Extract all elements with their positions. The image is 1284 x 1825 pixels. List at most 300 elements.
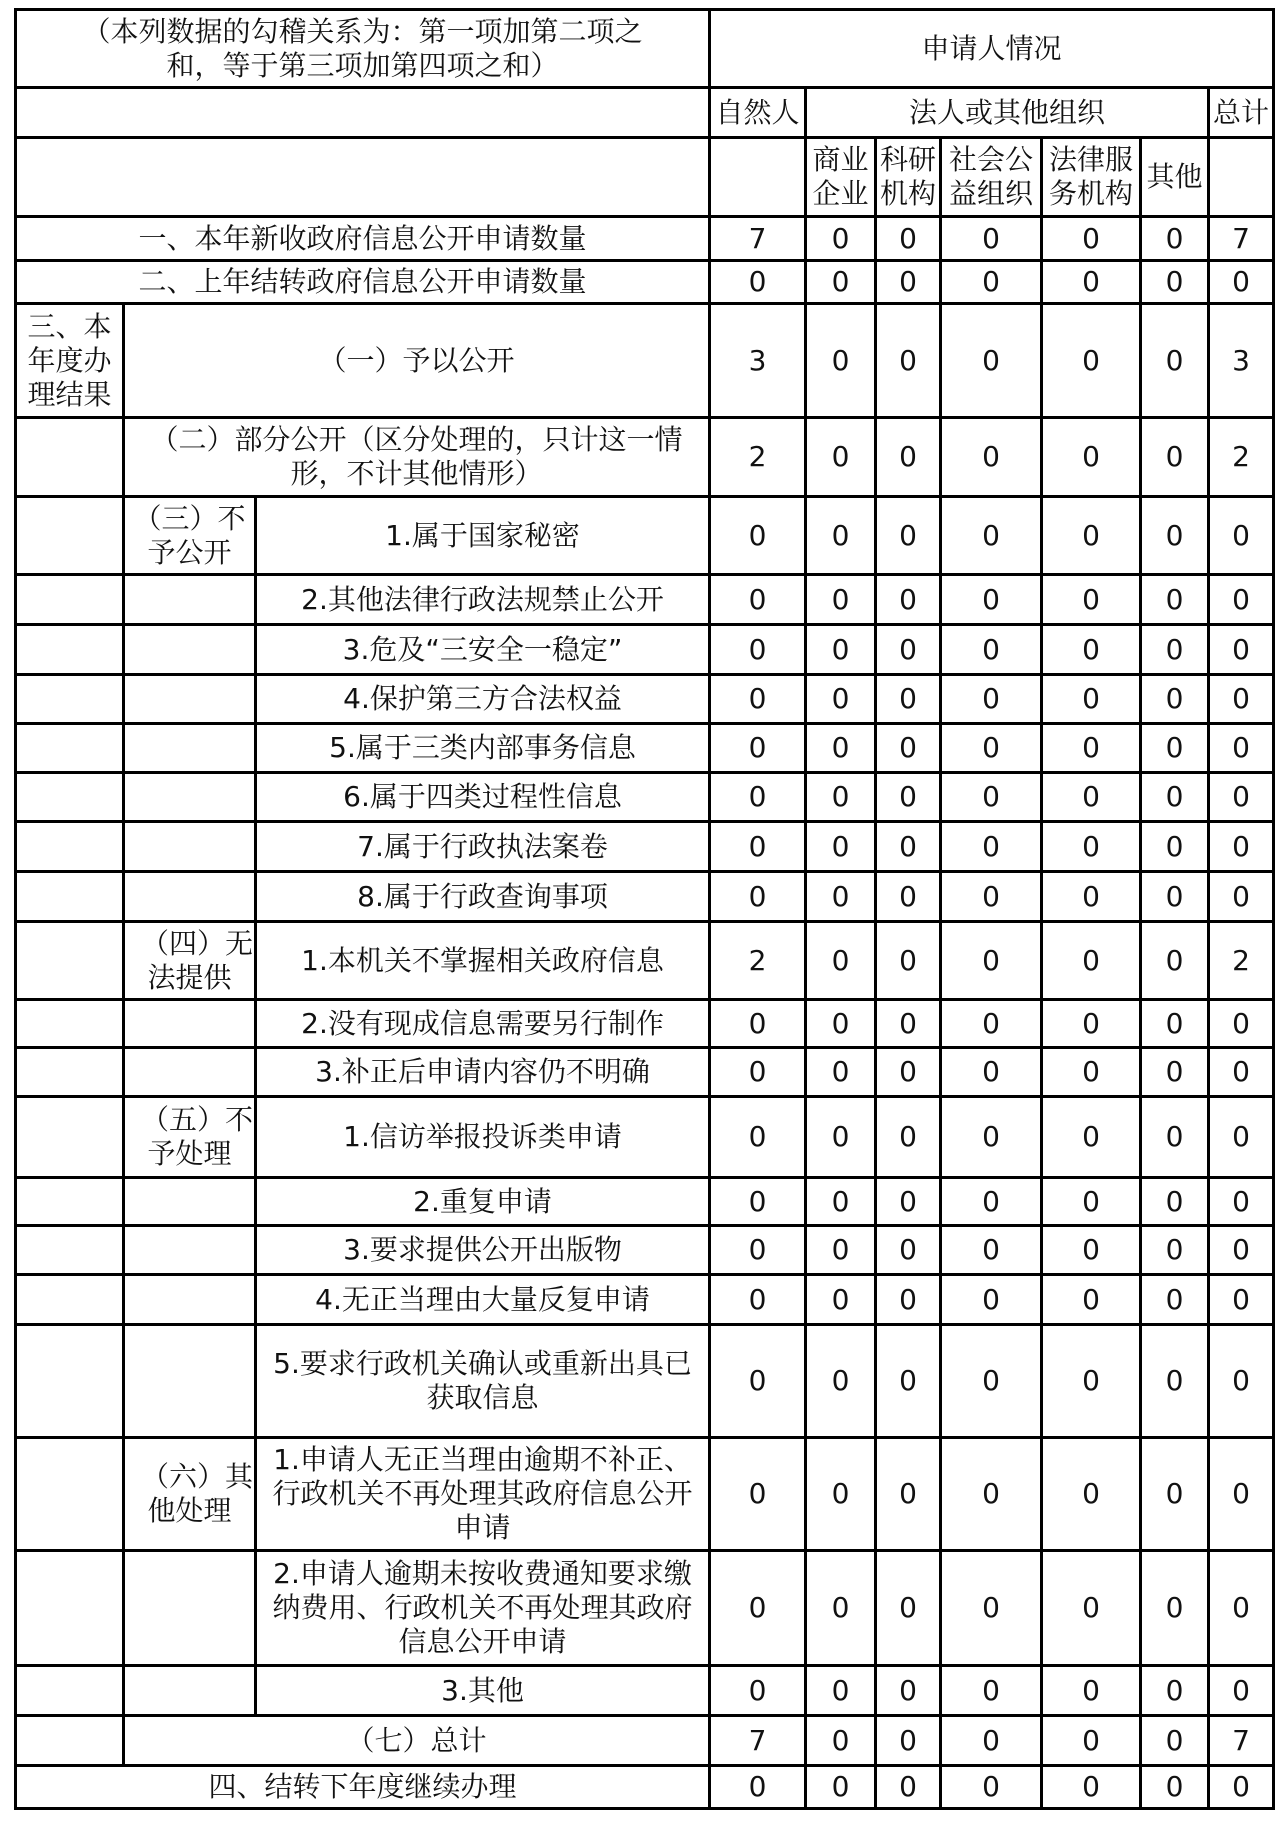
other-header (1141, 138, 1209, 217)
cell-total: 0 (1209, 1325, 1274, 1438)
header-row-1 (16, 10, 1274, 88)
empty-cell (16, 1226, 124, 1275)
cell-total: 0 (1209, 1766, 1274, 1809)
cell-natural-person: 0 (710, 675, 806, 724)
cell-total: 0 (1209, 261, 1274, 304)
label-line: （二）部分公开（区分处理的，只计这一情 (150, 423, 683, 456)
category-line: 法提供 (147, 960, 232, 994)
cell-research-institution: 0 (876, 922, 941, 1000)
cell-legal-service-org: 0 (1042, 1048, 1141, 1097)
cell-legal-service-org: 0 (1042, 1000, 1141, 1048)
cell-legal-service-org: 0 (1042, 1226, 1141, 1275)
table-row (16, 1000, 1274, 1048)
empty-cell (124, 675, 256, 724)
cell-social-welfare-org: 0 (941, 304, 1042, 418)
cell-research-institution: 0 (876, 1226, 941, 1275)
table-row (16, 922, 1274, 1000)
cell-commercial-enterprise: 0 (806, 497, 876, 575)
item-label: 1.信访举报投诉类申请 (256, 1097, 710, 1178)
category-label (124, 922, 256, 1000)
cell-research-institution: 0 (876, 724, 941, 773)
empty-cell (16, 922, 124, 1000)
cell-total: 7 (1209, 1716, 1274, 1766)
item-line: 5.要求行政机关确认或重新出具已 (273, 1347, 692, 1380)
cell-legal-service-org: 0 (1042, 675, 1141, 724)
empty-cell (124, 1226, 256, 1275)
cell-other: 0 (1141, 773, 1209, 822)
cell-commercial-enterprise: 0 (806, 1766, 876, 1809)
cell-natural-person: 0 (710, 1666, 806, 1716)
category-label (124, 1438, 256, 1551)
cell-other: 0 (1141, 822, 1209, 872)
table-row (16, 724, 1274, 773)
header-line: 务机构 (1048, 177, 1133, 210)
empty-cell (124, 773, 256, 822)
cell-commercial-enterprise: 0 (806, 1438, 876, 1551)
cell-natural-person: 0 (710, 1551, 806, 1666)
cell-total: 0 (1209, 1551, 1274, 1666)
category-line: 他处理 (147, 1494, 232, 1527)
cell-research-institution: 0 (876, 1097, 941, 1178)
cell-natural-person: 0 (710, 497, 806, 575)
cell-natural-person: 0 (710, 872, 806, 922)
cell-legal-service-org: 0 (1042, 822, 1141, 872)
empty-cell (16, 675, 124, 724)
table-row (16, 773, 1274, 822)
cell-natural-person: 0 (710, 1275, 806, 1325)
cell-legal-service-org: 0 (1042, 1666, 1141, 1716)
cell-social-welfare-org: 0 (941, 625, 1042, 675)
cell-legal-service-org: 0 (1042, 304, 1141, 418)
empty-cell (16, 88, 710, 138)
cell-commercial-enterprise: 0 (806, 922, 876, 1000)
table-row (16, 1226, 1274, 1275)
cell-legal-service-org: 0 (1042, 1275, 1141, 1325)
cell-commercial-enterprise: 0 (806, 773, 876, 822)
section-line: 年度办 (27, 343, 112, 377)
item-line: 纳费用、行政机关不再处理其政府 (272, 1591, 693, 1624)
cell-natural-person: 7 (710, 217, 806, 261)
cell-research-institution: 0 (876, 418, 941, 497)
empty-cell (16, 1716, 124, 1766)
item-label: 3.其他 (256, 1666, 710, 1716)
category-line: （五）不 (140, 1103, 253, 1136)
empty-cell (710, 138, 806, 217)
cell-other: 0 (1141, 1097, 1209, 1178)
item-label: 4.无正当理由大量反复申请 (256, 1275, 710, 1325)
empty-cell (16, 872, 124, 922)
cell-other: 0 (1141, 418, 1209, 497)
cell-commercial-enterprise: 0 (806, 1000, 876, 1048)
cell-commercial-enterprise: 0 (806, 1048, 876, 1097)
cell-total: 0 (1209, 1000, 1274, 1048)
cell-social-welfare-org: 0 (941, 1000, 1042, 1048)
cell-legal-service-org: 0 (1042, 773, 1141, 822)
cell-other: 0 (1141, 1325, 1209, 1438)
cell-research-institution: 0 (876, 304, 941, 418)
empty-cell (16, 1666, 124, 1716)
cell-other: 0 (1141, 1666, 1209, 1716)
cell-social-welfare-org: 0 (941, 497, 1042, 575)
cell-social-welfare-org: 0 (941, 872, 1042, 922)
header-line: 企业 (812, 177, 869, 210)
empty-cell (16, 418, 124, 497)
item-label (256, 1325, 710, 1438)
cell-other: 0 (1141, 675, 1209, 724)
table-row (16, 1325, 1274, 1438)
cell-natural-person: 0 (710, 1097, 806, 1178)
table-row (16, 625, 1274, 675)
item-line: 申请 (454, 1511, 511, 1544)
empty-cell (124, 625, 256, 675)
item-label: 3.要求提供公开出版物 (256, 1226, 710, 1275)
row-label: 四、结转下年度继续办理 (16, 1766, 710, 1809)
social-welfare-org-header (941, 138, 1042, 217)
cell-total: 0 (1209, 1666, 1274, 1716)
item-line: 1.申请人无正当理由逾期不补正、 (273, 1443, 692, 1476)
empty-cell (16, 625, 124, 675)
empty-cell (124, 1551, 256, 1666)
cell-other: 0 (1141, 724, 1209, 773)
table-row (16, 1178, 1274, 1226)
item-label: 3.补正后申请内容仍不明确 (256, 1048, 710, 1097)
header-line: 其他 (1146, 160, 1203, 193)
cell-social-welfare-org: 0 (941, 1048, 1042, 1097)
cell-natural-person: 0 (710, 773, 806, 822)
item-line: 获取信息 (426, 1381, 539, 1414)
cell-commercial-enterprise: 0 (806, 261, 876, 304)
cell-legal-service-org: 0 (1042, 1097, 1141, 1178)
header-row-2 (16, 88, 1274, 138)
cell-other: 0 (1141, 1275, 1209, 1325)
empty-cell (1209, 138, 1274, 217)
category-line: 予公开 (147, 535, 232, 569)
table-row (16, 1766, 1274, 1809)
empty-cell (124, 724, 256, 773)
item-label: 2.其他法律行政法规禁止公开 (256, 575, 710, 625)
cell-social-welfare-org: 0 (941, 675, 1042, 724)
cell-social-welfare-org: 0 (941, 1766, 1042, 1809)
cell-legal-service-org: 0 (1042, 1438, 1141, 1551)
item-label: 1.本机关不掌握相关政府信息 (256, 922, 710, 1000)
cell-other: 0 (1141, 1178, 1209, 1226)
cell-social-welfare-org: 0 (941, 575, 1042, 625)
cell-commercial-enterprise: 0 (806, 1551, 876, 1666)
category-line: （三）不 (133, 501, 246, 535)
empty-cell (124, 575, 256, 625)
table-row (16, 575, 1274, 625)
cell-total: 0 (1209, 497, 1274, 575)
cell-research-institution: 0 (876, 1048, 941, 1097)
empty-cell (16, 1438, 124, 1551)
legal-service-org-header (1042, 138, 1141, 217)
table-row (16, 497, 1274, 575)
cell-natural-person: 0 (710, 724, 806, 773)
cell-commercial-enterprise: 0 (806, 575, 876, 625)
cell-legal-service-org: 0 (1042, 1716, 1141, 1766)
cell-other: 0 (1141, 1226, 1209, 1275)
cell-research-institution: 0 (876, 625, 941, 675)
row-label: 一、本年新收政府信息公开申请数量 (16, 217, 710, 261)
row-label: 二、上年结转政府信息公开申请数量 (16, 261, 710, 304)
cell-legal-service-org: 0 (1042, 575, 1141, 625)
cell-research-institution: 0 (876, 1766, 941, 1809)
cell-natural-person: 7 (710, 1716, 806, 1766)
natural-person-header: 自然人 (710, 88, 806, 138)
cell-other: 0 (1141, 922, 1209, 1000)
cell-commercial-enterprise: 0 (806, 1097, 876, 1178)
cell-commercial-enterprise: 0 (806, 724, 876, 773)
cell-research-institution: 0 (876, 1325, 941, 1438)
table-row (16, 1275, 1274, 1325)
item-line: 行政机关不再处理其政府信息公开 (272, 1477, 693, 1510)
cell-research-institution: 0 (876, 675, 941, 724)
cell-legal-service-org: 0 (1042, 261, 1141, 304)
cell-total: 0 (1209, 1438, 1274, 1551)
table-row (16, 675, 1274, 724)
cell-research-institution: 0 (876, 1666, 941, 1716)
empty-cell (16, 822, 124, 872)
cell-natural-person: 0 (710, 1226, 806, 1275)
table-row (16, 1097, 1274, 1178)
cell-total: 0 (1209, 822, 1274, 872)
empty-cell (16, 1178, 124, 1226)
table-row (16, 304, 1274, 418)
cell-legal-service-org: 0 (1042, 922, 1141, 1000)
cell-social-welfare-org: 0 (941, 922, 1042, 1000)
cell-commercial-enterprise: 0 (806, 822, 876, 872)
cell-legal-service-org: 0 (1042, 217, 1141, 261)
item-label: 6.属于四类过程性信息 (256, 773, 710, 822)
item-label (256, 1438, 710, 1551)
section-line: 三、本 (27, 309, 112, 343)
cell-commercial-enterprise: 0 (806, 625, 876, 675)
cell-commercial-enterprise: 0 (806, 872, 876, 922)
category-line: （六）其 (140, 1460, 253, 1493)
table-row (16, 1048, 1274, 1097)
header-row-3 (16, 138, 1274, 217)
empty-cell (16, 1275, 124, 1325)
cell-total: 0 (1209, 675, 1274, 724)
empty-cell (16, 1551, 124, 1666)
cell-social-welfare-org: 0 (941, 217, 1042, 261)
item-label: 7.属于行政执法案卷 (256, 822, 710, 872)
empty-cell (124, 1275, 256, 1325)
table-row (16, 1666, 1274, 1716)
cell-research-institution: 0 (876, 1000, 941, 1048)
cell-commercial-enterprise: 0 (806, 418, 876, 497)
cell-social-welfare-org: 0 (941, 1716, 1042, 1766)
cell-legal-service-org: 0 (1042, 625, 1141, 675)
item-line: 信息公开申请 (398, 1625, 567, 1658)
cell-social-welfare-org: 0 (941, 1097, 1042, 1178)
cell-research-institution: 0 (876, 872, 941, 922)
table-row (16, 1716, 1274, 1766)
cell-research-institution: 0 (876, 575, 941, 625)
cell-commercial-enterprise: 0 (806, 1178, 876, 1226)
item-label: 5.属于三类内部事务信息 (256, 724, 710, 773)
cell-legal-service-org: 0 (1042, 1551, 1141, 1666)
cell-other: 0 (1141, 1000, 1209, 1048)
commercial-enterprise-header (806, 138, 876, 217)
cell-total: 0 (1209, 1097, 1274, 1178)
row-label (124, 418, 710, 497)
cell-social-welfare-org: 0 (941, 724, 1042, 773)
cell-other: 0 (1141, 575, 1209, 625)
empty-cell (124, 1666, 256, 1716)
header-line: 法律服 (1048, 143, 1133, 176)
applicant-situation-header: 申请人情况 (710, 10, 1274, 88)
government-info-disclosure-table (14, 8, 1275, 1810)
cell-natural-person: 0 (710, 1766, 806, 1809)
cell-social-welfare-org: 0 (941, 1666, 1042, 1716)
cell-total: 0 (1209, 1048, 1274, 1097)
cell-legal-service-org: 0 (1042, 1325, 1141, 1438)
cell-total: 0 (1209, 724, 1274, 773)
cell-research-institution: 0 (876, 1716, 941, 1766)
cell-research-institution: 0 (876, 822, 941, 872)
empty-cell (16, 773, 124, 822)
cell-social-welfare-org: 0 (941, 1178, 1042, 1226)
empty-cell (124, 822, 256, 872)
cell-research-institution: 0 (876, 1438, 941, 1551)
empty-cell (124, 1048, 256, 1097)
empty-cell (16, 1097, 124, 1178)
cell-research-institution: 0 (876, 497, 941, 575)
grand-total-label: （七）总计 (124, 1716, 710, 1766)
cell-commercial-enterprise: 0 (806, 1666, 876, 1716)
cell-social-welfare-org: 0 (941, 1226, 1042, 1275)
cell-natural-person: 2 (710, 922, 806, 1000)
cell-research-institution: 0 (876, 217, 941, 261)
cell-natural-person: 0 (710, 625, 806, 675)
cell-research-institution: 0 (876, 1551, 941, 1666)
item-label: 1.属于国家秘密 (256, 497, 710, 575)
table-row (16, 822, 1274, 872)
header-line: 益组织 (948, 177, 1033, 210)
item-label: 3.危及“三安全一稳定” (256, 625, 710, 675)
cell-research-institution: 0 (876, 1178, 941, 1226)
cell-commercial-enterprise: 0 (806, 1716, 876, 1766)
cell-commercial-enterprise: 0 (806, 304, 876, 418)
cell-commercial-enterprise: 0 (806, 217, 876, 261)
category-line: （四）无 (140, 926, 253, 960)
cell-commercial-enterprise: 0 (806, 1325, 876, 1438)
header-line: 机构 (879, 177, 936, 210)
cell-commercial-enterprise: 0 (806, 1226, 876, 1275)
cell-commercial-enterprise: 0 (806, 675, 876, 724)
cell-legal-service-org: 0 (1042, 497, 1141, 575)
cell-natural-person: 0 (710, 1000, 806, 1048)
cell-social-welfare-org: 0 (941, 1275, 1042, 1325)
cell-research-institution: 0 (876, 1275, 941, 1325)
empty-cell (16, 1325, 124, 1438)
cell-social-welfare-org: 0 (941, 1438, 1042, 1551)
cell-social-welfare-org: 0 (941, 773, 1042, 822)
cell-total: 0 (1209, 1178, 1274, 1226)
cell-legal-service-org: 0 (1042, 1766, 1141, 1809)
item-label: 2.重复申请 (256, 1178, 710, 1226)
section-line: 理结果 (27, 377, 112, 411)
legal-person-group-header: 法人或其他组织 (806, 88, 1209, 138)
note-line: （本列数据的勾稽关系为：第一项加第二项之 (82, 14, 643, 48)
cell-natural-person: 0 (710, 261, 806, 304)
table-row (16, 1438, 1274, 1551)
cell-total: 7 (1209, 217, 1274, 261)
item-line: 2.申请人逾期未按收费通知要求缴 (273, 1557, 692, 1590)
empty-cell (16, 575, 124, 625)
cell-research-institution: 0 (876, 773, 941, 822)
cell-other: 0 (1141, 1048, 1209, 1097)
cell-natural-person: 0 (710, 1178, 806, 1226)
cell-social-welfare-org: 0 (941, 418, 1042, 497)
item-label (256, 1551, 710, 1666)
cell-total: 2 (1209, 922, 1274, 1000)
table-row (16, 1551, 1274, 1666)
header-line: 科研 (879, 143, 936, 176)
table-row (16, 872, 1274, 922)
cell-natural-person: 0 (710, 1048, 806, 1097)
cell-other: 0 (1141, 497, 1209, 575)
cell-total: 0 (1209, 773, 1274, 822)
cell-other: 0 (1141, 304, 1209, 418)
cell-total: 3 (1209, 304, 1274, 418)
cell-legal-service-org: 0 (1042, 418, 1141, 497)
cell-natural-person: 0 (710, 1325, 806, 1438)
cell-other: 0 (1141, 261, 1209, 304)
item-label: 2.没有现成信息需要另行制作 (256, 1000, 710, 1048)
header-line: 商业 (812, 143, 869, 176)
research-institution-header (876, 138, 941, 217)
cell-other: 0 (1141, 1766, 1209, 1809)
cell-natural-person: 3 (710, 304, 806, 418)
item-label: 8.属于行政查询事项 (256, 872, 710, 922)
cell-social-welfare-org: 0 (941, 822, 1042, 872)
row-label: （一）予以公开 (124, 304, 710, 418)
category-label (124, 497, 256, 575)
empty-cell (124, 1178, 256, 1226)
cell-other: 0 (1141, 1551, 1209, 1666)
empty-cell (16, 1048, 124, 1097)
cell-legal-service-org: 0 (1042, 1178, 1141, 1226)
cell-other: 0 (1141, 872, 1209, 922)
cell-natural-person: 0 (710, 1438, 806, 1551)
note-line: 和，等于第三项加第四项之和） (166, 48, 559, 82)
cell-other: 0 (1141, 1438, 1209, 1551)
total-header: 总计 (1209, 88, 1274, 138)
empty-cell (124, 1325, 256, 1438)
cell-natural-person: 0 (710, 822, 806, 872)
table-row (16, 418, 1274, 497)
cell-total: 0 (1209, 872, 1274, 922)
cell-legal-service-org: 0 (1042, 724, 1141, 773)
reconciliation-note (16, 10, 710, 88)
cell-other: 0 (1141, 1716, 1209, 1766)
cell-other: 0 (1141, 625, 1209, 675)
label-line: 形，不计其他情形） (290, 457, 543, 490)
cell-social-welfare-org: 0 (941, 1551, 1042, 1666)
cell-total: 0 (1209, 575, 1274, 625)
cell-total: 0 (1209, 1226, 1274, 1275)
category-label (124, 1097, 256, 1178)
cell-natural-person: 2 (710, 418, 806, 497)
section-label (16, 304, 124, 418)
empty-cell (124, 1000, 256, 1048)
item-label: 4.保护第三方合法权益 (256, 675, 710, 724)
cell-total: 0 (1209, 625, 1274, 675)
cell-legal-service-org: 0 (1042, 872, 1141, 922)
cell-total: 2 (1209, 418, 1274, 497)
